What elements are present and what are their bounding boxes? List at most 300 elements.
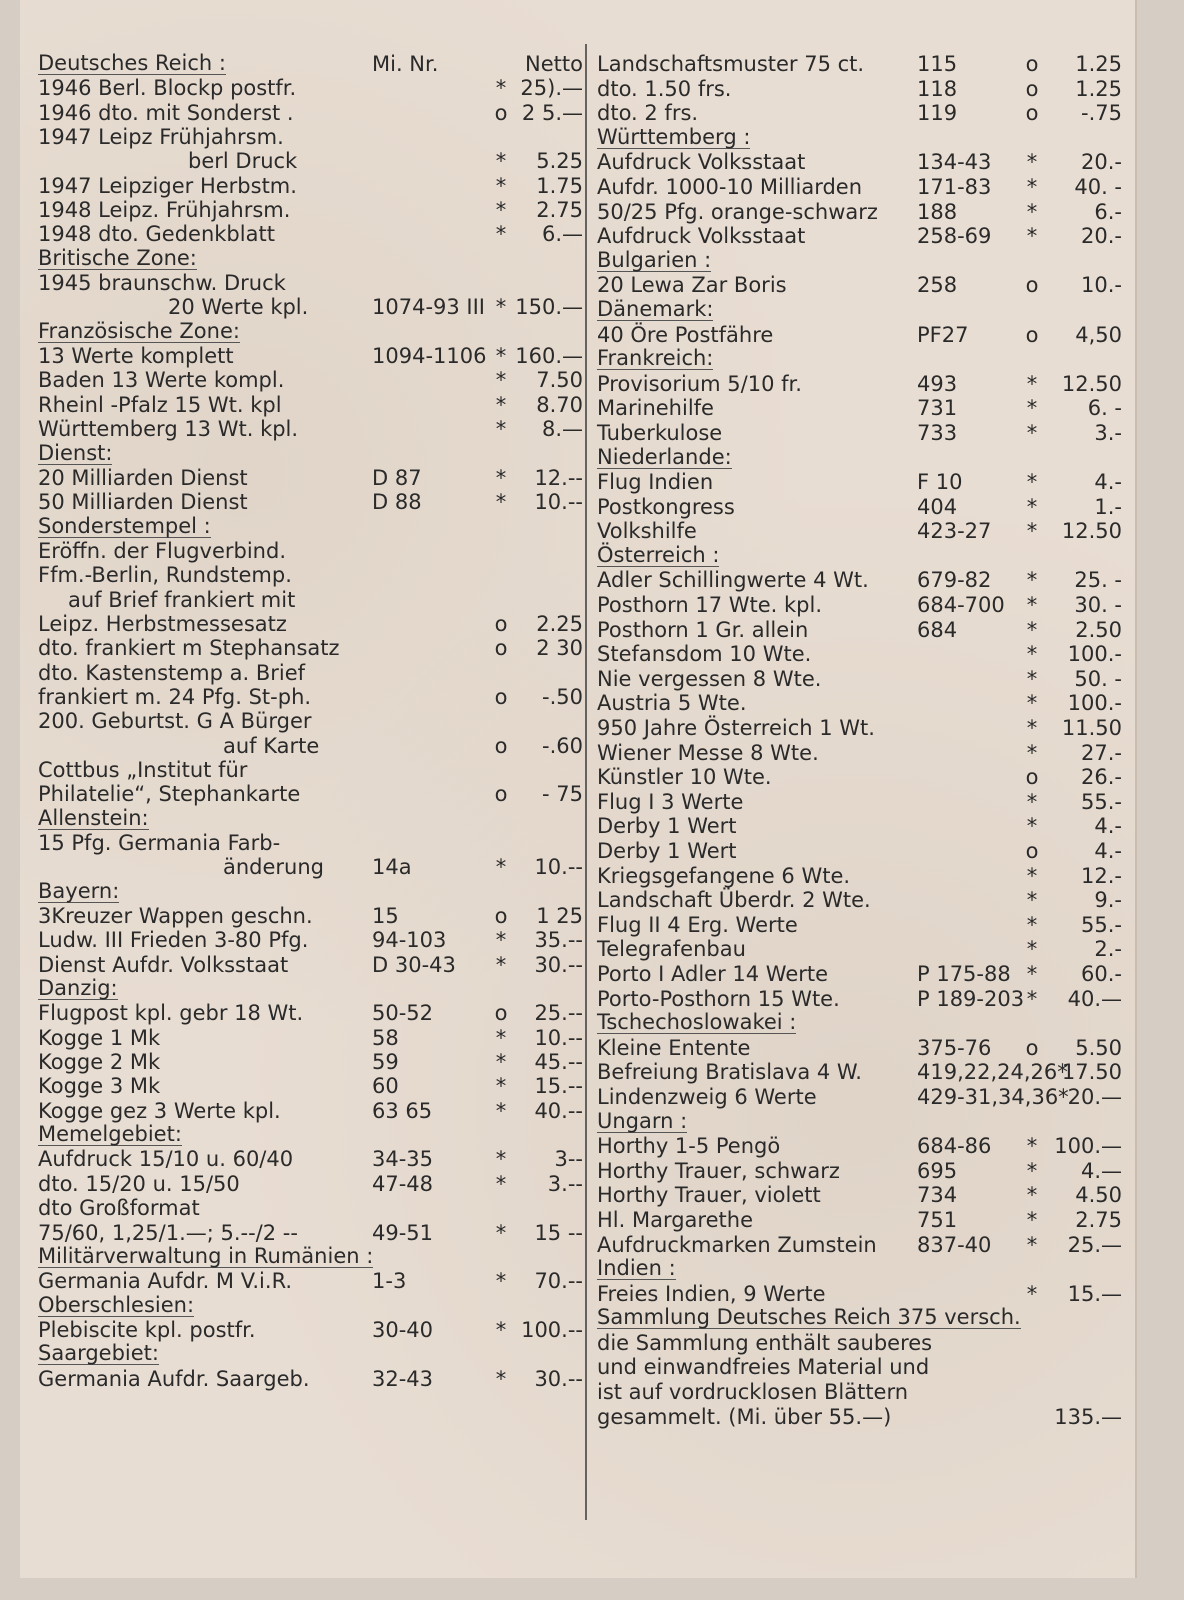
item-text: Württemberg : (597, 124, 751, 149)
item-text: auf Brief frankiert mit (68, 587, 296, 612)
list-item (38, 368, 583, 392)
condition-mark: * (495, 490, 507, 515)
list-item (38, 758, 583, 782)
net-price: 2 5.— (521, 100, 583, 125)
catalog-number: Mi. Nr. (372, 52, 439, 76)
item-text: Ffm.-Berlin, Rundstemp. (38, 563, 292, 588)
item-text: Sammlung Deutsches Reich 375 versch. (597, 1305, 1021, 1330)
section-heading-row (597, 446, 1122, 471)
condition-mark: * (1026, 199, 1038, 224)
section-heading-row (38, 1123, 583, 1147)
item-text: 1946 Berl. Blockp postfr. (38, 76, 297, 101)
condition-mark: * (495, 1098, 507, 1123)
net-price: 55.- (1081, 789, 1122, 814)
item-text: Horthy 1-5 Pengö (597, 1134, 781, 1159)
item-text: Posthorn 17 Wte. kpl. (597, 593, 823, 618)
catalog-number: 734 (917, 1183, 958, 1208)
condition-mark: * (1026, 174, 1038, 199)
section-heading-row (597, 1011, 1122, 1036)
item-text: 1946 dto. mit Sonderst . (38, 100, 294, 125)
net-price: - 75 (542, 782, 583, 807)
condition-mark: * (495, 392, 507, 417)
list-item (597, 519, 1122, 544)
catalog-number: 59 (372, 1050, 399, 1075)
net-price: 30.-- (534, 1366, 583, 1391)
condition-mark: o (494, 904, 508, 929)
section-heading-row (38, 807, 583, 831)
condition-mark: * (495, 222, 507, 247)
item-text: Allenstein: (38, 805, 149, 830)
item-text: Leipz. Herbstmessesatz (38, 611, 287, 636)
net-price: 35.-- (534, 928, 583, 953)
item-text: Stefansdom 10 Wte. (597, 642, 812, 667)
net-price: 55.- (1081, 912, 1122, 937)
item-text: Dänemark: (597, 296, 714, 321)
item-text: Volkshilfe (597, 519, 697, 544)
net-price: 2.75 (536, 198, 583, 223)
list-item (597, 790, 1122, 815)
catalog-number: 94-103 (372, 928, 447, 953)
list-item (597, 470, 1122, 495)
list-item (38, 1367, 583, 1391)
net-price: 20.- (1081, 224, 1122, 249)
catalog-number: 60 (372, 1074, 399, 1099)
condition-mark: * (495, 855, 507, 880)
item-text: die Sammlung enthält sauberes (597, 1330, 933, 1355)
list-item (38, 76, 583, 100)
condition-mark: * (495, 1050, 507, 1075)
catalog-number: 429-31,34,36* (917, 1084, 1069, 1109)
item-text: dto. Kastenstemp a. Brief (38, 660, 306, 685)
net-price: 25.— (1067, 1232, 1122, 1257)
condition-mark: * (1026, 888, 1038, 913)
net-price: 26.- (1081, 765, 1122, 790)
list-item (597, 224, 1122, 249)
section-heading-row (597, 347, 1122, 372)
net-price: 1.75 (536, 173, 583, 198)
net-price: 4.50 (1075, 1183, 1122, 1208)
list-item (38, 466, 583, 490)
net-price: 15.-- (534, 1074, 583, 1099)
list-item (38, 344, 583, 368)
condition-mark: o (1025, 765, 1039, 790)
net-price: 6.— (541, 222, 583, 247)
net-price: 12.50 (1061, 371, 1122, 396)
item-text: 20 Milliarden Dienst (38, 465, 248, 490)
list-item (597, 642, 1122, 667)
net-price: 25.-- (534, 1001, 583, 1026)
net-price: 4.— (1080, 1158, 1122, 1183)
condition-mark: * (1026, 568, 1038, 593)
net-price: 135.— (1054, 1404, 1122, 1429)
net-price: 10.-- (534, 490, 583, 515)
condition-mark: * (1026, 691, 1038, 716)
catalog-number: P 175-88 (917, 961, 1011, 986)
condition-mark: o (1025, 839, 1039, 863)
catalog-number: 63 65 (372, 1098, 433, 1123)
condition-mark: o (1025, 1035, 1039, 1060)
net-price: 30.-- (534, 952, 583, 977)
list-item (597, 1159, 1122, 1184)
condition-mark: o (494, 782, 508, 807)
section-heading-row (38, 442, 583, 466)
net-price: 4.- (1094, 814, 1122, 839)
net-price: 100.-- (521, 1317, 583, 1342)
catalog-number: 118 (917, 76, 958, 101)
list-item (38, 198, 583, 222)
net-price: 100.— (1054, 1134, 1122, 1159)
net-price: 40.— (1067, 986, 1122, 1011)
item-text: Künstler 10 Wte. (597, 765, 772, 790)
net-price: 17.50 (1061, 1060, 1122, 1085)
section-heading-row (597, 298, 1122, 323)
list-item (38, 222, 583, 246)
net-price: 2.25 (536, 611, 583, 636)
item-text: Nie vergessen 8 Wte. (597, 666, 822, 691)
list-item (38, 539, 583, 563)
catalog-number: 30-40 (372, 1317, 434, 1342)
condition-mark: * (1026, 470, 1038, 495)
catalog-number: 404 (917, 494, 958, 519)
condition-mark: * (495, 1269, 507, 1294)
catalog-number: 837-40 (917, 1232, 992, 1257)
item-text: Telegrafenbau (597, 937, 746, 962)
catalog-number: P 189-203 (917, 986, 1025, 1011)
item-text: 20 Lewa Zar Boris (597, 273, 787, 298)
list-item (597, 937, 1122, 962)
item-text: Adler Schillingwerte 4 Wt. (597, 568, 869, 593)
item-text: 950 Jahre Österreich 1 Wt. (597, 716, 875, 741)
section-heading-row (597, 126, 1122, 151)
list-item (597, 1331, 1122, 1356)
condition-mark: * (1026, 961, 1038, 986)
item-text: 50/25 Pfg. orange-schwarz (597, 199, 878, 224)
net-price: 3.- (1094, 420, 1122, 445)
catalog-number: PF27 (917, 322, 969, 347)
catalog-number: 47-48 (372, 1171, 434, 1196)
right-column (597, 52, 1122, 1429)
condition-mark: o (494, 636, 508, 661)
condition-mark: o (494, 1001, 508, 1026)
catalog-number: 49-51 (372, 1220, 434, 1245)
condition-mark: * (495, 465, 507, 490)
catalog-number: 419,22,24,26* (917, 1060, 1068, 1085)
net-price: 40.-- (534, 1098, 583, 1123)
condition-mark: * (1026, 617, 1038, 642)
condition-mark: o (494, 100, 508, 125)
condition-mark: * (1026, 224, 1038, 249)
list-item (38, 685, 583, 709)
net-price: 1.- (1094, 494, 1122, 519)
item-text: Wiener Messe 8 Wte. (597, 740, 819, 765)
condition-mark: o (1025, 76, 1039, 101)
condition-mark: * (1026, 420, 1038, 445)
condition-mark: * (495, 417, 507, 442)
item-text: Cottbus „Institut für (38, 757, 248, 782)
list-item (38, 149, 583, 173)
catalog-number: 258 (917, 273, 958, 298)
condition-mark: * (1026, 1158, 1038, 1183)
net-price: 12.- (1081, 863, 1122, 888)
condition-mark: * (1026, 519, 1038, 544)
item-text: Deutsches Reich : (38, 51, 226, 75)
net-price: 6.- (1094, 199, 1122, 224)
list-item (38, 295, 583, 319)
list-item (597, 175, 1122, 200)
net-price: -.75 (1081, 101, 1122, 126)
condition-mark: * (495, 1171, 507, 1196)
list-item (597, 1134, 1122, 1159)
item-text: Sonderstempel : (38, 513, 211, 538)
condition-mark: * (1026, 1281, 1038, 1306)
condition-mark: o (1025, 101, 1039, 126)
list-item (597, 888, 1122, 913)
net-price: 9.- (1094, 888, 1122, 913)
item-text: Derby 1 Wert (597, 839, 737, 863)
list-item (38, 1221, 583, 1245)
condition-mark: * (495, 928, 507, 953)
net-price: 40. - (1074, 174, 1122, 199)
net-price: 27.- (1081, 740, 1122, 765)
condition-mark: * (495, 1366, 507, 1391)
net-price: 160.— (515, 344, 583, 369)
item-text: Provisorium 5/10 fr. (597, 371, 802, 396)
item-text: Eröffn. der Flugverbind. (38, 538, 286, 563)
list-item (38, 953, 583, 977)
condition-mark: * (1026, 371, 1038, 396)
section-heading-row (38, 515, 583, 539)
list-item (38, 1099, 583, 1123)
list-item (597, 1380, 1122, 1405)
section-heading-row (38, 977, 583, 1001)
item-text: änderung (223, 855, 325, 880)
section-heading-row (38, 52, 583, 76)
item-text: Oberschlesien: (38, 1292, 195, 1317)
section-heading-row (38, 320, 583, 344)
catalog-number: 58 (372, 1025, 399, 1050)
list-item (38, 928, 583, 952)
list-item (597, 667, 1122, 692)
catalog-number: D 87 (372, 465, 422, 490)
list-item (597, 1060, 1122, 1085)
section-heading-row (597, 1110, 1122, 1135)
list-item (38, 1318, 583, 1342)
item-text: Ungarn : (597, 1108, 688, 1133)
item-text: Marinehilfe (597, 396, 714, 421)
net-price: 2.- (1094, 937, 1122, 962)
net-price: 20.— (1067, 1084, 1122, 1109)
condition-mark: * (495, 1025, 507, 1050)
item-text: Danzig: (38, 976, 118, 1001)
list-item (597, 1036, 1122, 1061)
list-item (38, 661, 583, 685)
list-item (597, 593, 1122, 618)
column-divider (585, 44, 587, 1520)
item-text: Derby 1 Wert (597, 814, 737, 839)
item-text: Kogge gez 3 Werte kpl. (38, 1098, 281, 1123)
catalog-number: 115 (917, 52, 958, 76)
net-price: 3.-- (547, 1171, 583, 1196)
section-heading-row (38, 1294, 583, 1318)
catalog-number: 50-52 (372, 1001, 434, 1026)
condition-mark: * (1026, 1207, 1038, 1232)
net-price: 2.50 (1075, 617, 1122, 642)
catalog-number: 14a (372, 855, 412, 880)
item-text: Flug I 3 Werte (597, 789, 744, 814)
list-item (597, 1405, 1122, 1430)
list-item (38, 1269, 583, 1293)
item-text: Französische Zone: (38, 318, 240, 343)
list-item (38, 1026, 583, 1050)
net-price: 10.-- (534, 1025, 583, 1050)
list-item (38, 1074, 583, 1098)
section-heading-row (38, 1342, 583, 1366)
net-price: 25).— (520, 76, 583, 101)
list-item (38, 855, 583, 879)
list-item (38, 490, 583, 514)
item-text: ist auf vordrucklosen Blättern (597, 1380, 909, 1405)
condition-mark: o (494, 733, 508, 758)
item-text: Flug Indien (597, 470, 714, 495)
item-text: 3Kreuzer Wappen geschn. (38, 904, 313, 929)
list-item (38, 734, 583, 758)
item-text: Germania Aufdr. M V.i.R. (38, 1269, 293, 1294)
section-heading-row (597, 544, 1122, 569)
condition-mark: o (1025, 52, 1039, 76)
item-text: Befreiung Bratislava 4 W. (597, 1060, 862, 1085)
catalog-number: 751 (917, 1207, 958, 1232)
catalog-number: 731 (917, 396, 958, 421)
list-item (38, 174, 583, 198)
list-item (597, 323, 1122, 348)
item-text: Niederlande: (597, 444, 732, 469)
item-text: dto. 15/20 u. 15/50 (38, 1171, 240, 1196)
list-item (38, 636, 583, 660)
condition-mark: o (494, 684, 508, 709)
condition-mark: * (1026, 642, 1038, 667)
net-price: 4.- (1094, 839, 1122, 863)
net-price: 4.- (1094, 470, 1122, 495)
condition-mark: * (1026, 912, 1038, 937)
catalog-number: 684-86 (917, 1134, 992, 1159)
net-price: 15 -- (534, 1220, 583, 1245)
condition-mark: * (1026, 1134, 1038, 1159)
net-price: 6. - (1087, 396, 1122, 421)
item-text: 20 Werte kpl. (168, 295, 309, 320)
list-item (597, 200, 1122, 225)
list-item (597, 1233, 1122, 1258)
list-item (597, 372, 1122, 397)
catalog-number: 423-27 (917, 519, 992, 544)
catalog-number: 119 (917, 101, 958, 126)
list-item (597, 691, 1122, 716)
item-text: 1947 Leipziger Herbstm. (38, 173, 297, 198)
item-text: Memelgebiet: (38, 1122, 182, 1147)
list-item (597, 1183, 1122, 1208)
item-text: Bulgarien : (597, 247, 712, 272)
item-text: Rheinl -Pfalz 15 Wt. kpl (38, 392, 282, 417)
list-item (597, 150, 1122, 175)
net-price: 60.- (1081, 961, 1122, 986)
condition-mark: * (495, 149, 507, 174)
section-heading-row (38, 1245, 583, 1269)
item-text: Britische Zone: (38, 245, 197, 270)
condition-mark: * (1026, 494, 1038, 519)
catalog-number: 134-43 (917, 150, 992, 175)
item-text: Plebiscite kpl. postfr. (38, 1317, 256, 1342)
item-text: Porto-Posthorn 15 Wte. (597, 986, 840, 1011)
net-price: 45.-- (534, 1050, 583, 1075)
net-price: 7.50 (536, 368, 583, 393)
item-text: Österreich : (597, 542, 720, 567)
list-item (597, 864, 1122, 889)
net-price: 70.-- (534, 1269, 583, 1294)
list-item (38, 563, 583, 587)
net-price: 15.— (1067, 1281, 1122, 1306)
net-price: 12.-- (534, 465, 583, 490)
item-text: 200. Geburtst. G A Bürger (38, 709, 312, 734)
item-text: 1945 braunschw. Druck (38, 271, 286, 296)
list-item (597, 101, 1122, 126)
section-heading-row (597, 249, 1122, 274)
item-text: dto. frankiert m Stephansatz (38, 636, 340, 661)
list-item (38, 612, 583, 636)
item-text: Posthorn 1 Gr. allein (597, 617, 809, 642)
net-price: 8.— (541, 417, 583, 442)
condition-mark: * (495, 295, 507, 320)
item-text: 1947 Leipz Frühjahrsm. (38, 125, 284, 150)
item-text: Kleine Entente (597, 1035, 751, 1060)
list-item (597, 962, 1122, 987)
list-item (38, 1050, 583, 1074)
list-item (38, 904, 583, 928)
catalog-number: 258-69 (917, 224, 992, 249)
list-item (597, 421, 1122, 446)
item-text: Dienst: (38, 440, 113, 465)
catalog-number: 733 (917, 420, 958, 445)
list-item (38, 1196, 583, 1220)
list-item (597, 913, 1122, 938)
item-text: Flug II 4 Erg. Werte (597, 912, 798, 937)
net-price: 3-- (554, 1147, 583, 1172)
net-price: 10.-- (534, 855, 583, 880)
item-text: Austria 5 Wte. (597, 691, 747, 716)
item-text: Ludw. III Frieden 3-80 Pfg. (38, 928, 309, 953)
list-item (597, 716, 1122, 741)
item-text: Dienst Aufdr. Volksstaat (38, 952, 289, 977)
item-text: Aufdruck Volksstaat (597, 150, 806, 175)
condition-mark: * (495, 173, 507, 198)
net-price: 2.75 (1075, 1207, 1122, 1232)
catalog-number: 679-82 (917, 568, 992, 593)
item-text: Aufdruck Volksstaat (597, 224, 806, 249)
condition-mark: * (1026, 1183, 1038, 1208)
item-text: Saargebiet: (38, 1341, 159, 1366)
list-item (38, 782, 583, 806)
item-text: Horthy Trauer, violett (597, 1183, 821, 1208)
list-item (597, 814, 1122, 839)
net-price: 4,50 (1075, 322, 1122, 347)
condition-mark: * (495, 344, 507, 369)
condition-mark: * (1026, 789, 1038, 814)
net-price: 1.25 (1075, 52, 1122, 76)
list-item (38, 1172, 583, 1196)
condition-mark: o (494, 611, 508, 636)
net-price: 2 30 (536, 636, 583, 661)
net-price: 8.70 (536, 392, 583, 417)
net-price: 30. - (1074, 593, 1122, 618)
item-text: und einwandfreies Material und (597, 1355, 930, 1380)
